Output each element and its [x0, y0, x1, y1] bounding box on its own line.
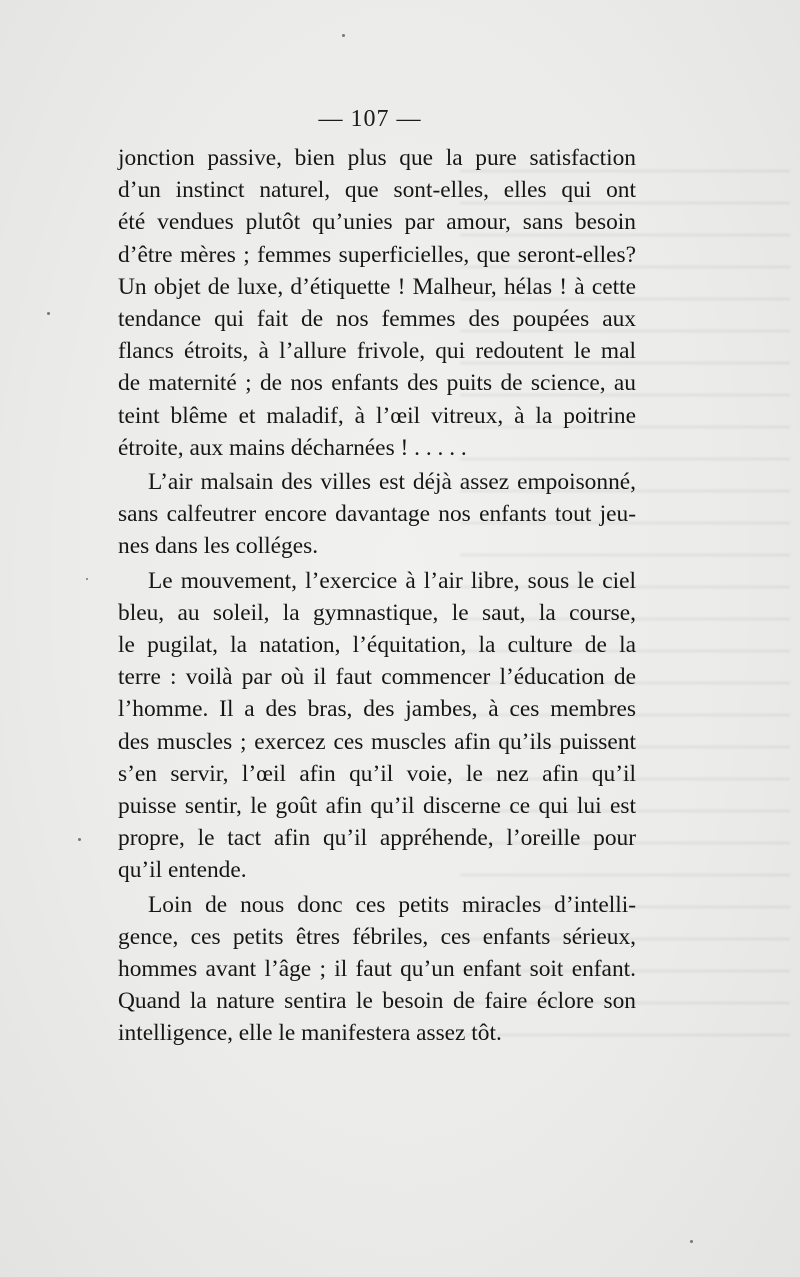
text-line: Loin de nous donc ces petits miracles d’intelli- [148, 891, 636, 918]
paragraph [118, 466, 636, 563]
text-line: Un objet de luxe, d’étiquette ! Malheur, hélas ! à cette [118, 273, 636, 300]
paper-speck [78, 838, 81, 841]
paper-speck [342, 34, 345, 37]
page-number: — 107 — [318, 106, 422, 132]
paper-speck [690, 1240, 693, 1243]
text-line: s’en servir, l’œil afin qu’il voie, le nez afin qu’il [118, 760, 636, 787]
text-line: de maternité ; de nos enfants des puits de science, au [118, 370, 636, 397]
text-line: intelligence, elle le manifestera assez tôt. [118, 1020, 502, 1047]
text-line: Quand la nature sentira le besoin de faire éclore son [118, 988, 636, 1015]
text-line: Le mouvement, l’exercice à l’air libre, sous le ciel [148, 567, 636, 594]
paragraph [118, 565, 636, 887]
paper-speck [47, 312, 50, 315]
text-line: étroite, aux mains décharnées ! . . . . . [118, 434, 467, 461]
text-line: d’être mères ; femmes superficielles, que seront-elles? [118, 241, 636, 268]
text-line: d’un instinct naturel, que sont-elles, elles qui ont [118, 177, 636, 204]
paper-speck [86, 578, 88, 580]
text-line: bleu, au soleil, la gymnastique, le saut, la course, [118, 599, 636, 626]
text-line: jonction passive, bien plus que la pure satisfaction [118, 145, 636, 171]
text-line: gence, ces petits êtres fébriles, ces enfants sérieux, [118, 923, 636, 950]
text-line: tendance qui fait de nos femmes des poupées aux [118, 306, 636, 333]
text-line: propre, le tact afin qu’il appréhende, l’oreille pour [118, 825, 636, 852]
text-line: teint blême et maladif, à l’œil vitreux, à la poitrine [118, 402, 636, 429]
text-line: nes dans les colléges. [118, 533, 319, 560]
text-line: le pugilat, la natation, l’équitation, la culture de la [118, 632, 636, 659]
text-line: flancs étroits, à l’allure frivole, qui redoutent le mal [118, 338, 636, 365]
text-line: puisse sentir, le goût afin qu’il discerne ce qui lui est [118, 793, 636, 820]
text-line: l’homme. Il a des bras, des jambes, à ces membres [118, 696, 636, 723]
body-text [118, 142, 636, 1052]
text-line: été vendues plutôt qu’unies par amour, sans besoin [118, 209, 636, 236]
paragraph [118, 142, 636, 464]
text-line: L’air malsain des villes est déjà assez empoisonné, [148, 469, 636, 496]
text-line: hommes avant l’âge ; il faut qu’un enfant soit enfant. [118, 956, 636, 983]
paragraph [118, 889, 636, 1050]
text-line: sans calfeutrer encore davantage nos enfants tout jeu- [118, 501, 636, 528]
text-line: qu’il entende. [118, 857, 247, 884]
text-line: des muscles ; exercez ces muscles afin qu’ils puissent [118, 728, 636, 755]
text-line: terre : voilà par où il faut commencer l’éducation de [118, 664, 636, 691]
